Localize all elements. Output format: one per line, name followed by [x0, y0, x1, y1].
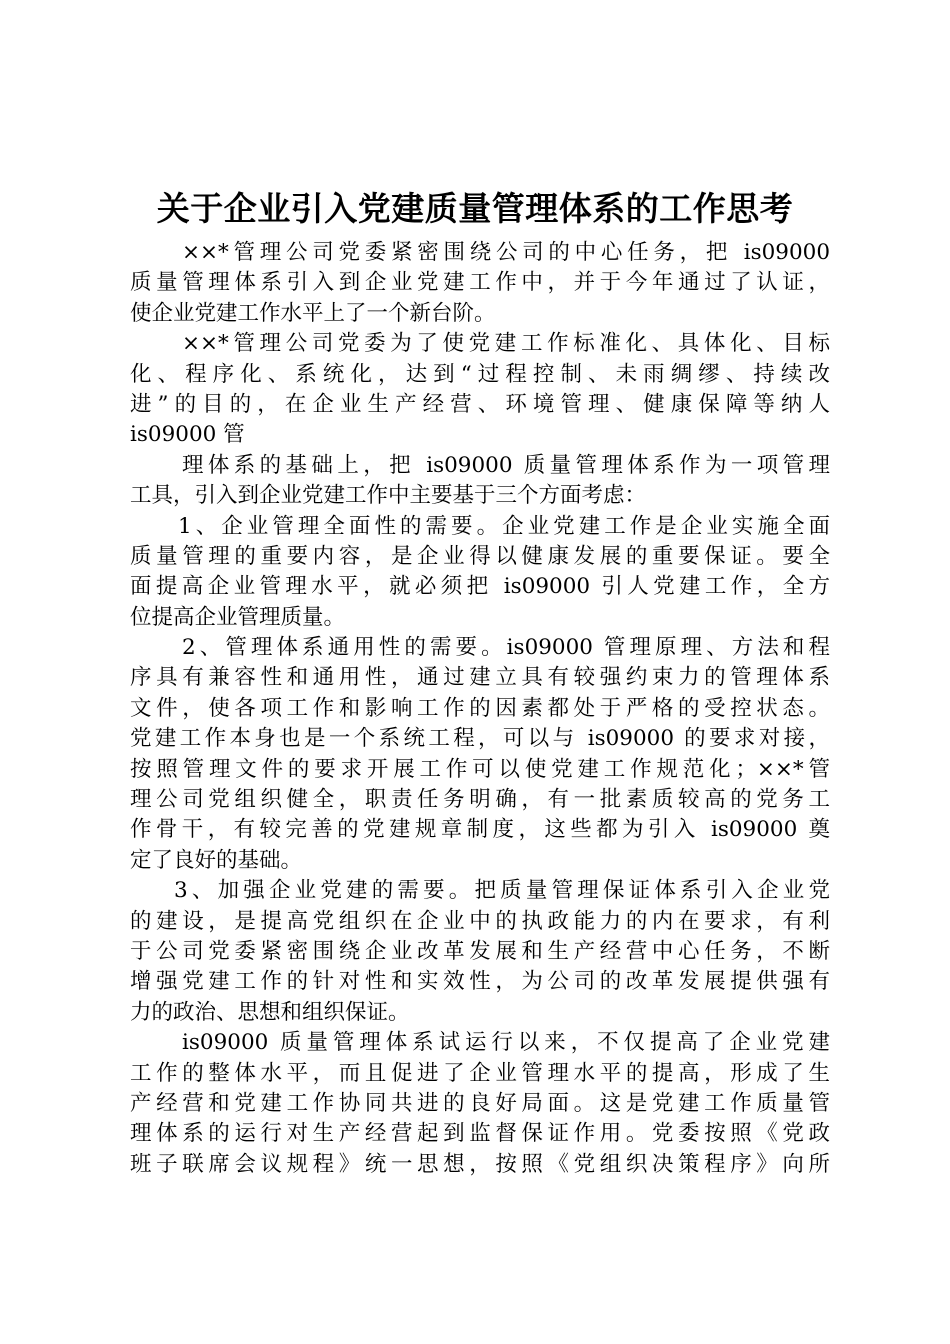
text-line: 质量管理体系引入到企业党建工作中，并于今年通过了认证， — [130, 270, 830, 296]
document-title: 关于企业引入党建质量管理体系的工作思考 — [156, 189, 794, 228]
text-line: 2、管理体系通用性的需要。is09000 管理原理、方法和程 — [182, 635, 830, 661]
paragraph-point-2 — [130, 633, 830, 876]
text-line: 1、企业管理全面性的需要。企业党建工作是企业实施全面 — [178, 513, 830, 539]
text-line: 3、加强企业党建的需要。把质量管理保证体系引入企业党 — [174, 878, 830, 904]
text-line: is09000 管 — [130, 422, 245, 448]
text-line: 进”的目的，在企业生产经营、环境管理、健康保障等纳人 — [130, 391, 830, 417]
text-line: 作骨干，有较完善的党建规章制度，这些都为引入 is09000 奠 — [130, 817, 830, 843]
text-line: 工作的整体水平，而且促进了企业管理水平的提高，形成了生 — [130, 1060, 830, 1086]
text-line: 工具，引入到企业党建工作中主要基于三个方面考虑： — [130, 483, 647, 509]
paragraph-point-3 — [130, 876, 830, 1028]
text-line: 力的政治、思想和组织保证。 — [130, 999, 410, 1025]
paragraph-purpose — [130, 329, 830, 451]
paragraph-intro — [130, 238, 830, 329]
paragraph-basis — [130, 451, 830, 512]
text-line: is09000 质量管理体系试运行以来，不仅提高了企业党建 — [182, 1030, 830, 1056]
text-line: 增强党建工作的针对性和实效性，为公司的改革发展提供强有 — [130, 969, 830, 995]
paragraph-results — [130, 1028, 830, 1180]
text-line: 党建工作本身也是一个系统工程，可以与 is09000 的要求对接， — [130, 726, 830, 752]
text-line: 质量管理的重要内容，是企业得以健康发展的重要保证。要全 — [130, 543, 830, 569]
text-line: ××*管理公司党委为了使党建工作标准化、具体化、目标 — [182, 331, 830, 357]
paragraph-point-1 — [130, 512, 830, 634]
text-line: 面提高企业管理水平，就必须把 is09000 引人党建工作，全方 — [130, 574, 830, 600]
text-line: 产经营和党建工作协同共进的良好局面。这是党建工作质量管 — [130, 1090, 830, 1116]
text-line: 班子联席会议规程》统一思想，按照《党组织决策程序》向所 — [130, 1151, 830, 1177]
text-line: 按照管理文件的要求开展工作可以使党建工作规范化；××*管 — [130, 756, 830, 782]
text-line: 于公司党委紧密围绕企业改革发展和生产经营中心任务，不断 — [130, 938, 830, 964]
text-line: 定了良好的基础。 — [130, 847, 303, 873]
text-line: 位提高企业管理质量。 — [130, 604, 346, 630]
text-line: 序具有兼容性和通用性，通过建立具有较强约束力的管理体系 — [130, 665, 830, 691]
document-body — [130, 238, 830, 1180]
text-line: 理体系的基础上，把 is09000 质量管理体系作为一项管理 — [182, 452, 830, 478]
text-line: 文件，使各项工作和影响工作的因素都处于严格的受控状态。 — [130, 695, 830, 721]
text-line: ××*管理公司党委紧密围绕公司的中心任务，把 is09000 — [182, 240, 830, 265]
text-line: 的建设，是提高党组织在企业中的执政能力的内在要求，有利 — [130, 908, 830, 934]
text-line: 化、程序化、系统化，达到“过程控制、未雨绸缪、持续改 — [130, 361, 830, 387]
text-line: 理公司党组织健全，职责任务明确，有一批素质较高的党务工 — [130, 787, 830, 813]
text-line: 使企业党建工作水平上了一个新台阶。 — [130, 300, 496, 326]
text-line: 理体系的运行对生产经营起到监督保证作用。党委按照《党政 — [130, 1121, 830, 1147]
